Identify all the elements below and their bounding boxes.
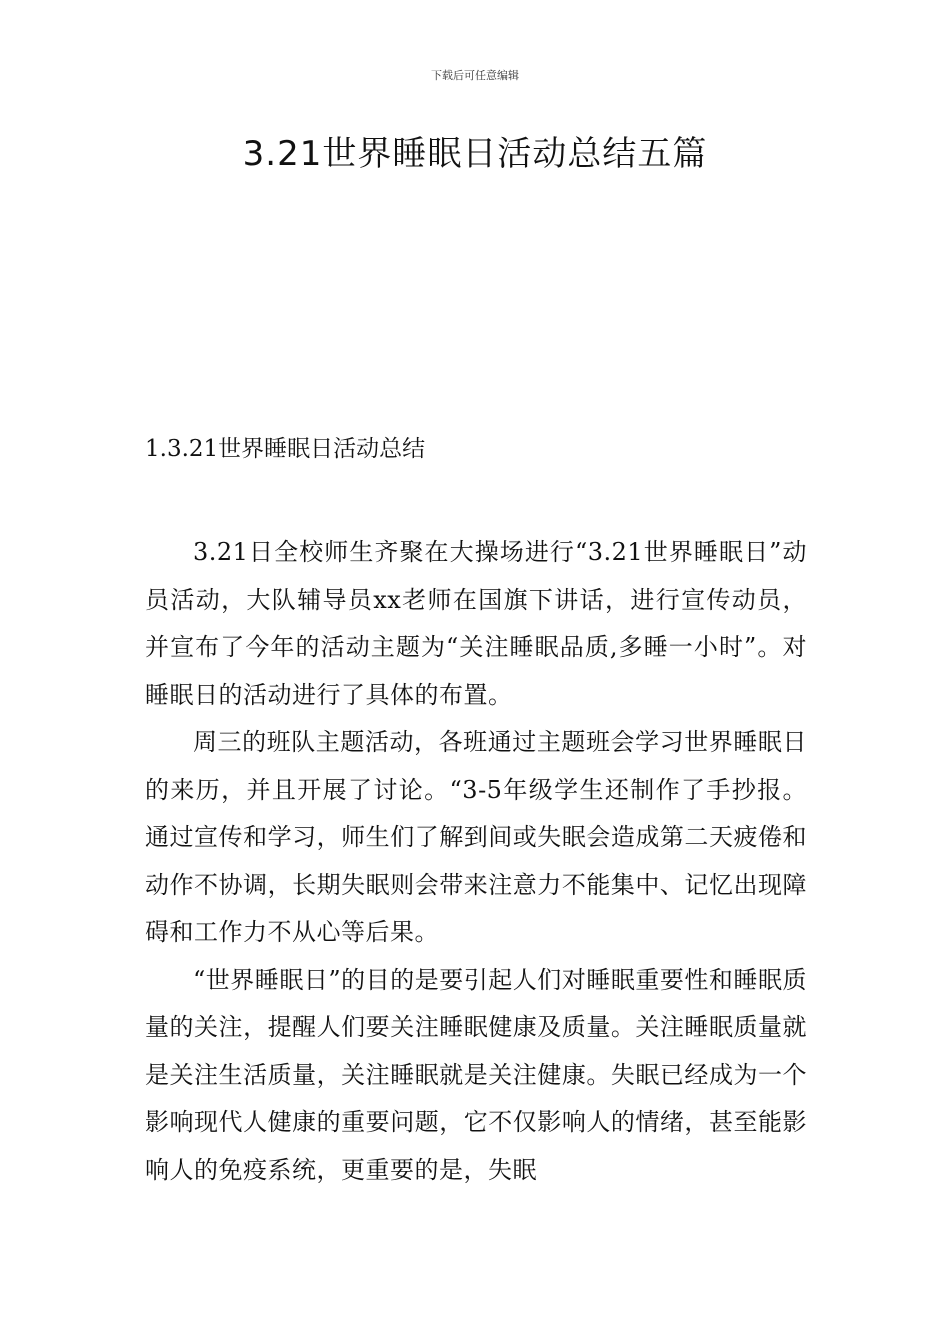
body-text <box>145 529 807 1194</box>
paragraph-3: “世界睡眠日”的目的是要引起人们对睡眠重要性和睡眠质量的关注，提醒人们要关注睡眠健康及质量。关注睡眠质量就是关注生活质量，关注睡眠就是关注健康。失眠已经成为一个影响现代人健康的重要问题，它不仅影响人的情绪，甚至能影响人的免疫系统，更重要的是，失眠 <box>145 965 807 1184</box>
header-note: 下载后可任意编辑 <box>431 69 519 82</box>
document-title: 3.21世界睡眠日活动总结五篇 <box>242 134 708 174</box>
section-heading: 1.3.21世界睡眠日活动总结 <box>145 436 426 462</box>
paragraph-2: 周三的班队主题活动，各班通过主题班会学习世界睡眠日的来历，并且开展了讨论。“3-5年级学生还制作了手抄报。通过宣传和学习，师生们了解到间或失眠会造成第二天疲倦和动作不协调，长期失眠则会带来注意力不能集中、记忆出现障碍和工作力不从心等后果。 <box>145 728 807 946</box>
paragraph-1: 3.21日全校师生齐聚在大操场进行“3.21世界睡眠日”动员活动，大队辅导员xx老师在国旗下讲话，进行宣传动员，并宣布了今年的活动主题为“关注睡眠品质,多睡一小时”。对睡眠日的活动进行了具体的布置。 <box>145 538 807 709</box>
